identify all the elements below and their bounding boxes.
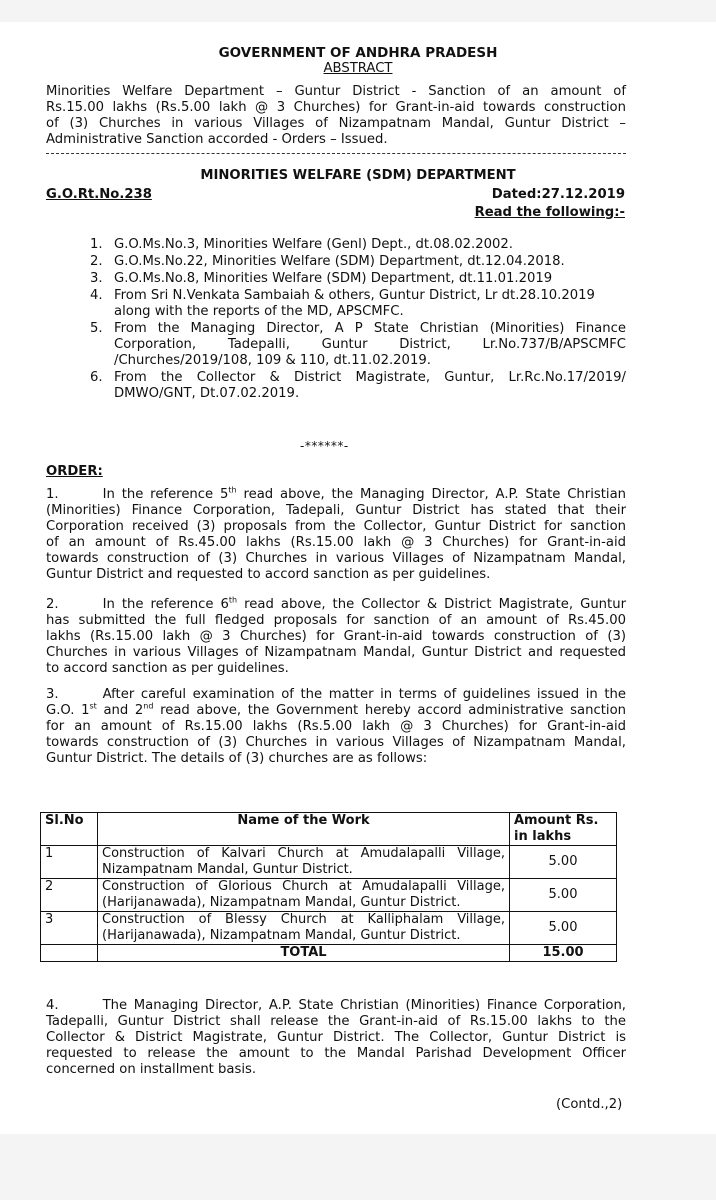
reference-item: 5. From the Managing Director, A P State Christian (Minorities) Finance Corporation, Tadepalli, Guntur District, Lr.No.737/B/APSCMFC /Churches/2019/108, 109 & 110, dt.11.02.2019. [90, 321, 626, 368]
abstract-line: Administrative Sanction accorded - Orders – Issued. [46, 132, 388, 147]
column-header-amount: Amount Rs. in lakhs [510, 813, 617, 846]
table-row [41, 846, 617, 879]
image-frame-top [0, 0, 716, 22]
row-amount: 5.00 [510, 879, 617, 912]
church-works-table [40, 812, 617, 962]
go-number: G.O.Rt.No.238 [46, 187, 152, 202]
abstract-line: Minorities Welfare Department – Guntur District - Sanction of an amount of [46, 84, 626, 99]
continued-note: (Contd.,2) [556, 1097, 623, 1112]
order-paragraph-1: 1. In the reference 5th read above, the Managing Director, A.P. State Christian (Minorities) Finance Corporation, Tadepali, Guntur District has stated that their Corporation received (3) proposals from the Collector, Guntur District for sanction of an amount of Rs.45.00 lakhs (Rs.15.00 lakh @ 3 Churches) for Grant-in-aid towards construction of (3) Churches in various Villages of Nizampatnam Mandal, Guntur District and requested to accord sanction as per guidelines. [46, 485, 627, 582]
row-work-name: Construction of Glorious Church at Amudalapalli Village, (Harijanawada), Nizampatnam Mandal, Guntur District. [98, 879, 510, 912]
column-header-name: Name of the Work [98, 813, 510, 846]
order-paragraph-2: 2. In the reference 6th read above, the Collector & District Magistrate, Guntur has submitted the full fledged proposals for sanction of an amount of Rs.45.00 lakhs (Rs.15.00 lakh @ 3 Churches) for Grant-in-aid towards construction of (3) Churches in various Villages of Nizampatnam Mandal, Guntur District and requested to accord sanction as per guidelines. [46, 595, 626, 676]
column-header-sl: Sl.No [41, 813, 98, 846]
abstract-line: of (3) Churches in various Villages of Nizampatnam Mandal, Guntur District – [46, 116, 626, 131]
order-heading: ORDER: [46, 464, 103, 479]
table-row [41, 912, 617, 945]
reference-item: 4. From Sri N.Venkata Sambaiah & others, Guntur District, Lr dt.28.10.2019 along with the reports of the MD, APSCMFC. [90, 288, 595, 319]
row-work-name: Construction of Blessy Church at Kalliphalam Village, (Harijanawada), Nizampatnam Mandal, Guntur District. [98, 912, 510, 945]
total-label: TOTAL [98, 945, 510, 962]
row-sl: 3 [41, 912, 98, 945]
row-amount: 5.00 [510, 846, 617, 879]
document-page [0, 22, 716, 1134]
table-header-row [41, 813, 617, 846]
government-heading: GOVERNMENT OF ANDHRA PRADESH [218, 45, 498, 61]
row-work-name: Construction of Kalvari Church at Amudalapalli Village, Nizampatnam Mandal, Guntur District. [98, 846, 510, 879]
table-row [41, 879, 617, 912]
row-amount: 5.00 [510, 912, 617, 945]
table-total-row [41, 945, 617, 962]
order-paragraph-3: 3. After careful examination of the matter in terms of guidelines issued in the G.O. 1st and 2nd read above, the Government hereby accord administrative sanction for an amount of Rs.15.00 lakhs (Rs.5.00 lakh @ 3 Churches) for Grant-in-aid towards construction of (3) Churches in various Villages of Nizampatnam Mandal, Guntur District. The details of (3) churches are as follows: [46, 687, 627, 766]
reference-item: 6. From the Collector & District Magistrate, Guntur, Lr.Rc.No.17/2019/ DMWO/GNT, Dt.07.02.2019. [90, 370, 626, 401]
row-sl: 1 [41, 846, 98, 879]
department-title: MINORITIES WELFARE (SDM) DEPARTMENT [200, 168, 516, 183]
order-date: Dated:27.12.2019 [491, 187, 625, 202]
row-sl: 2 [41, 879, 98, 912]
image-frame-bottom [0, 1134, 716, 1200]
separator-stars: -******- [300, 439, 349, 453]
reference-list [90, 237, 626, 403]
reference-item: 3. G.O.Ms.No.8, Minorities Welfare (SDM) Department, dt.11.01.2019 [90, 271, 553, 286]
abstract-text [46, 84, 626, 148]
order-paragraph-4: 4. The Managing Director, A.P. State Christian (Minorities) Finance Corporation, Tadepalli, Guntur District shall release the Grant-in-aid of Rs.15.00 lakhs to the Collector & District Magistrate, Guntur District. The Collector, Guntur District is requested to release the amount to the Mandal Parishad Development Officer concerned on installment basis. [46, 998, 626, 1077]
read-following-label: Read the following:- [474, 205, 625, 220]
reference-item: 1. G.O.Ms.No.3, Minorities Welfare (Genl) Dept., dt.08.02.2002. [90, 237, 513, 252]
abstract-line: Rs.15.00 lakhs (Rs.5.00 lakh @ 3 Churches) for Grant-in-aid towards construction [46, 100, 626, 115]
total-amount: 15.00 [510, 945, 617, 962]
abstract-label: ABSTRACT [323, 61, 393, 76]
dashed-divider [46, 153, 626, 154]
reference-item: 2. G.O.Ms.No.22, Minorities Welfare (SDM) Department, dt.12.04.2018. [90, 254, 565, 269]
